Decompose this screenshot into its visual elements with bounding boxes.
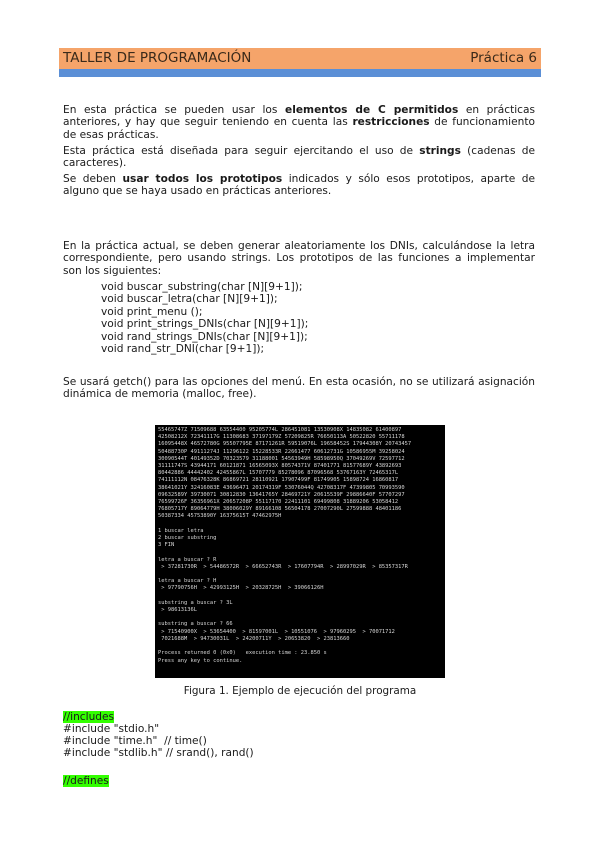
include-time: #include "time.h" // time() — [63, 735, 207, 747]
include-stdio: #include "stdio.h" — [63, 723, 160, 735]
header-bar — [59, 48, 541, 69]
header-stripe — [59, 69, 541, 77]
intro-paragraph-2: Esta práctica está diseñada para seguir ejercitando el uso de strings (cadenas de caracteres). — [63, 145, 535, 170]
prototype-line: void rand_str_DNI(char [9+1]); — [101, 343, 265, 356]
includes-comment: //includes — [63, 711, 115, 723]
figure-caption: Figura 1. Ejemplo de ejecución del programa — [183, 685, 417, 697]
prototype-line: void rand_strings_DNIs(char [N][9+1]); — [101, 330, 308, 343]
defines-comment: //defines — [63, 775, 109, 787]
description-paragraph: En la práctica actual, se deben generar aleatoriamente los DNIs, calculándose la letra correspondiente, pero usando strings. Los prototipos de las funciones a implementar son los siguientes: — [63, 240, 535, 277]
prototype-line: void buscar_substring(char [N][9+1]); — [101, 281, 303, 293]
prototype-line: void buscar_letra(char [N][9+1]); — [101, 293, 278, 306]
course-title: TALLER DE PROGRAMACIÓN — [63, 50, 252, 66]
prototype-line: void print_menu (); — [101, 305, 203, 318]
prototype-line: void print_strings_DNIs(char [N][9+1]); — [101, 318, 309, 331]
intro-paragraph-3: Se deben usar todos los prototipos indicados y sólo esos prototipos, aparte de alguno que se haya usado en prácticas anteriores. — [63, 173, 535, 198]
console-output: 55465747Z 71509688 63554400 95205774L 286451081 13530908X 14835082 61400897 42508212X 72341117G 11308683 37197179Z 57209825R 76650113A 50522820 55711178 16095448X 46572780G 95507795E 87171261R 59519076L 19658452S 17944308Y 20743457 50488730P 49111274J 11296122 15228533R 22661477 60612731G 10586955M 39258024 30090544T 40149352D 70323579 31188001 54563949H 58598950Q 37049269V 72597712 31111747S 43944171 60121871 16565093X 80574371V 87401771 81577689Y 43892693 80442886 44442402 42455867L 15707779 85278096 87096568 53767163Y 72465317L 74111112N 08476328K 86869721 28110921 17907499F 81749905 15898724 16860817 38641021Y 32416083E 43696471 20174319F 53076044Q 42708317F 47399805 70993590 09632589Y 39730071 30812830 13641765Y 28469721Y 20615539F 29886640F 57707297 76599726F 36356961X 20657208P 55117170 22411101 69499808 31889206 53058412 76805717Y 89064779H 38006029Y 89166108 56504178 27007290L 27599888 48401186 50387334 45753890Y 16375615T 47462975H 1 buscar letra 2 buscar substring 3 FIN letra a buscar ? R > 37281730R > 54486572R > 66652743R > 17607794R > 28997029R > 85357317R letra a buscar ? H > 97790756H > 42993125H > 20328725H > 39066126H substring a buscar ? 3L > 98613136L substring a buscar ? 66 > 71540900X > 53654400 > 81597001L > 10551076 > 97960295 > 70071712 7021688M > 94730031L > 24200711Y > 20653820 > 23813660 Process returned 0 (0x0) execution time : 23.850 s Press any key to continue. — [158, 427, 412, 664]
getch-note: Se usará getch() para las opciones del menú. En esta ocasión, no se utilizará asignación dinámica de memoria (malloc, free). — [63, 376, 535, 401]
include-stdlib: #include "stdlib.h" // srand(), rand() — [63, 747, 254, 759]
intro-paragraph-1: En esta práctica se pueden usar los elementos de C permitidos en prácticas anteriores, y hay que seguir teniendo en cuenta las restricciones de funcionamiento de esas prácticas. — [63, 104, 536, 141]
prototype-list — [101, 281, 308, 355]
console-screenshot — [155, 425, 445, 678]
practice-number: Práctica 6 — [470, 50, 537, 66]
